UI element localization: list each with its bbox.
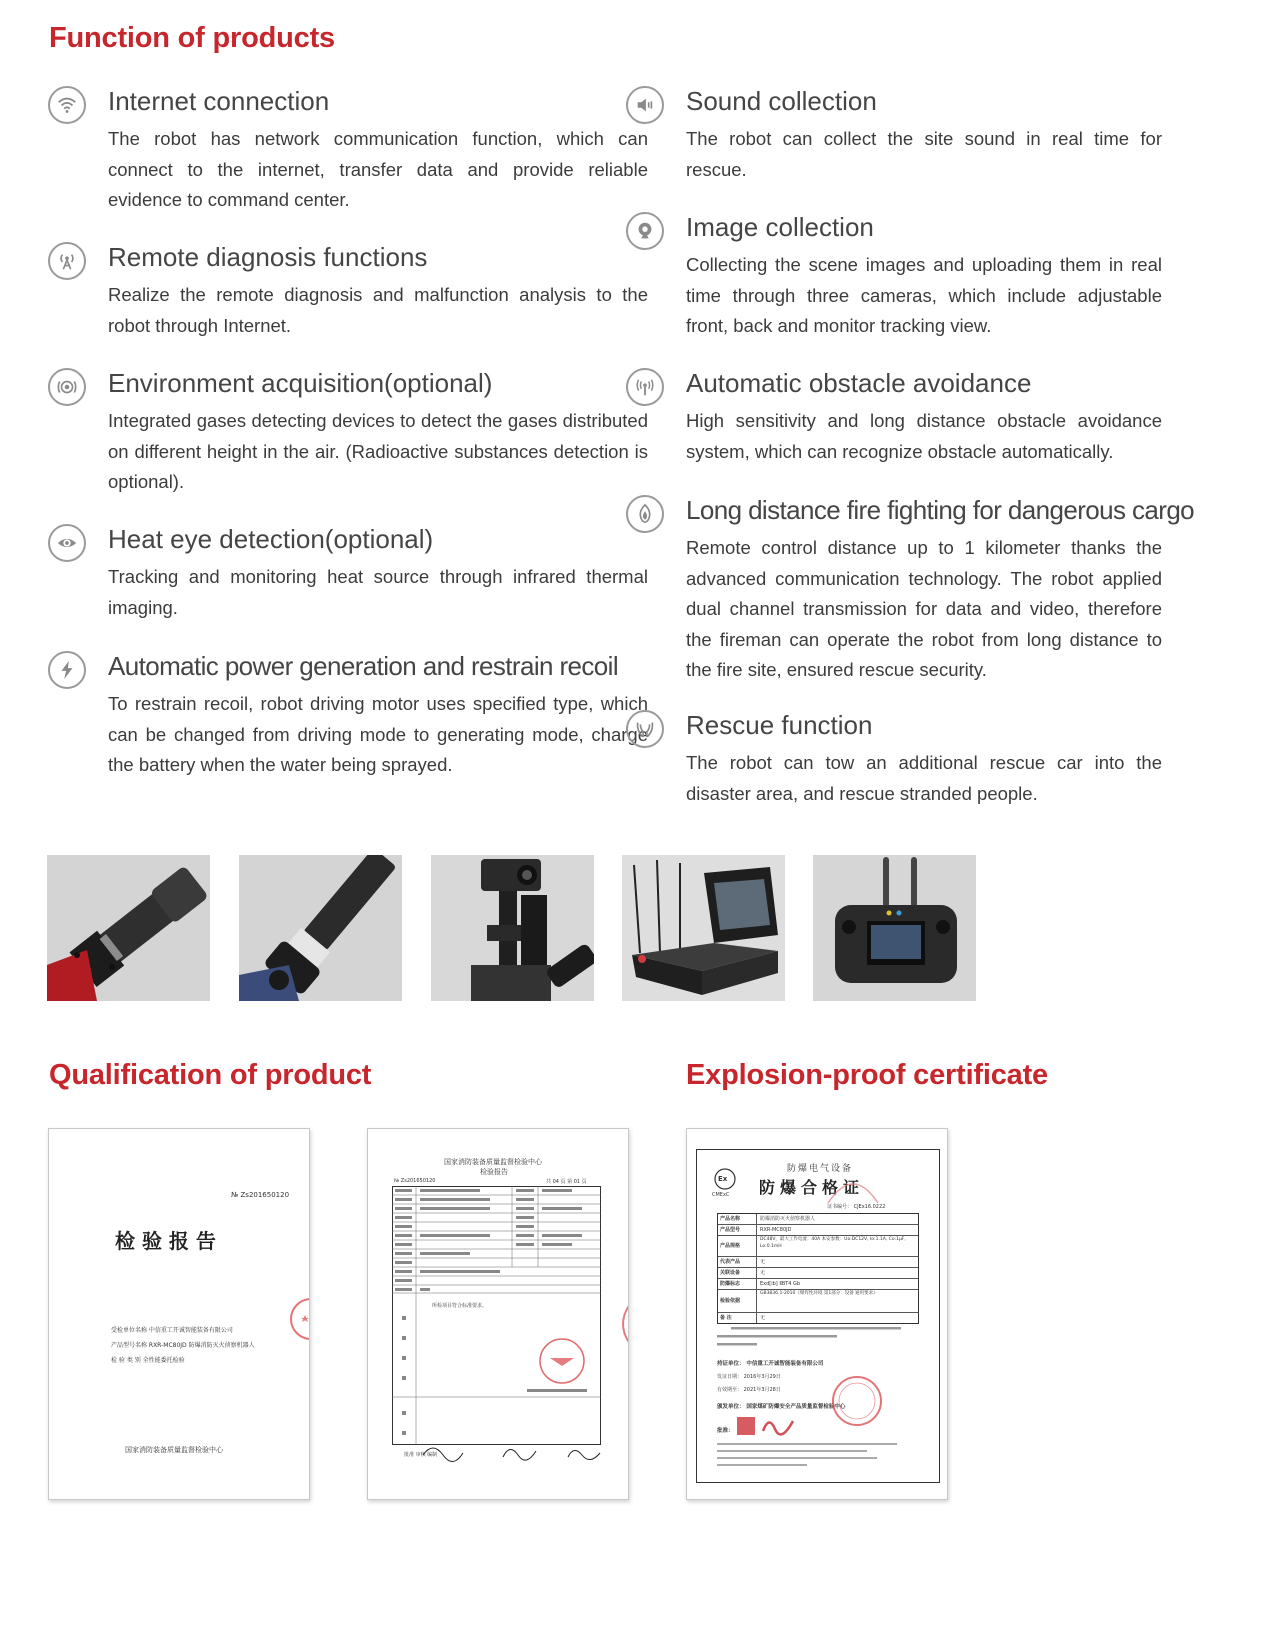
feature-title: Environment acquisition(optional) (108, 368, 493, 398)
cert-row-key: 备 注 (718, 1313, 757, 1323)
cert-row-value: 无 (760, 1270, 766, 1276)
feature-title: Automatic obstacle avoidance (686, 368, 1032, 398)
form-number: № Zs201650120 (394, 1178, 436, 1184)
cert-row (718, 1236, 918, 1257)
cert-row-key: 代表产品 (718, 1257, 757, 1267)
cert-title: 防爆合格证 (759, 1178, 865, 1197)
feature-desc: Integrated gases detecting devices to detect the gases distributed on different height in the air. (Radioactive substances detection is optional). (108, 410, 648, 492)
feature-rescue (686, 708, 1162, 809)
camera-icon (626, 212, 664, 250)
cert-row-value: Exd[ib] ⅡBT4 Gb (760, 1281, 801, 1287)
feature-obstacle-avoidance (686, 366, 1162, 467)
feature-title: Automatic power generation and restrain recoil (108, 651, 619, 681)
cert-signature-stamp (735, 1413, 805, 1439)
cert-applicant: 持证单位： 中信重工开诚智能装备有限公司 (717, 1361, 824, 1367)
cert-row-value: GB3836.1-2010《爆炸性环境 第1部分：设备 通用要求》 (760, 1291, 878, 1296)
antenna-icon (48, 242, 86, 280)
cert-row-value: RXR-MC80JD (760, 1227, 792, 1233)
form-org: 国家消防装备质量监督检验中心 (444, 1158, 542, 1166)
signatures (418, 1441, 608, 1465)
report-title: 检 验 报 告 (115, 1229, 216, 1253)
lightning-icon (48, 651, 86, 689)
feature-title: Remote diagnosis functions (108, 242, 428, 272)
report-number: № Zs201650120 (231, 1191, 290, 1199)
cert-issue-date: 发证日期： 2016年3月29日 (717, 1374, 781, 1380)
form-table (392, 1186, 602, 1446)
feature-desc: The robot can collect the site sound in real time for rescue. (686, 128, 1162, 180)
cert-row-value: 无 (760, 1315, 766, 1321)
cert-row-key: 防爆标志 (718, 1279, 757, 1289)
cert-row-key: 检验依据 (718, 1290, 757, 1312)
side-seal-icon (616, 1299, 629, 1349)
cert-row-key: 关联设备 (718, 1268, 757, 1278)
feature-heat-eye (108, 522, 648, 623)
cert-row-key: 产品名称 (718, 1214, 757, 1224)
cert-approver: 批准： (717, 1428, 734, 1434)
cert-row (718, 1257, 918, 1268)
cert-row-key: 产品型号 (718, 1225, 757, 1235)
photo-remote-controller (813, 855, 976, 1001)
report-line-2: 产品型号名称 RXR-MC80JD 防爆消防灭火侦察机器人 (111, 1342, 255, 1349)
ex-logo-sub: CMExC (712, 1192, 730, 1198)
cert-row-value: 无 (760, 1259, 766, 1265)
cert-row (718, 1225, 918, 1236)
cert-footnote (717, 1441, 917, 1475)
form-signers: 批准 审核 编制 (404, 1452, 438, 1458)
functions-heading: Function of products (49, 22, 335, 54)
hands-icon (626, 710, 664, 748)
ex-logo-text: Ex (718, 1175, 728, 1183)
feature-title: Heat eye detection(optional) (108, 524, 434, 554)
report-footer: 国家消防装备质量监督检验中心 (125, 1446, 223, 1454)
feature-title: Image collection (686, 212, 874, 242)
feature-desc: Collecting the scene images and uploading them in real time through three cameras, which include adjustable front, back and monitor tracking view. (686, 254, 1162, 336)
form-title: 检验报告 (480, 1168, 508, 1176)
photo-nozzle-front (239, 855, 402, 1001)
feature-remote-diagnosis (108, 240, 648, 341)
red-seal-icon (289, 1289, 310, 1349)
cert-number: 证书编号： CJEx16.0222 (827, 1204, 886, 1210)
feature-image-collection (686, 210, 1162, 342)
feature-sound-collection (686, 84, 1162, 185)
photo-control-case (622, 855, 785, 1001)
cert-valid-until: 有效期至： 2021年3月28日 (717, 1387, 781, 1393)
fire-icon (626, 495, 664, 533)
cert-top-stamp (823, 1173, 886, 1210)
feature-title: Internet connection (108, 86, 330, 116)
radar-icon (626, 368, 664, 406)
cert-issuer: 颁发单位： 国家煤矿防爆安全产品质量监督检验中心 (717, 1404, 846, 1410)
feature-desc: The robot can tow an additional rescue car into the disaster area, and rescue stranded people. (686, 752, 1162, 804)
photo-camera-mast (431, 855, 594, 1001)
feature-internet-connection (108, 84, 648, 216)
eye-icon (48, 524, 86, 562)
explosion-heading: Explosion-proof certificate (686, 1059, 1048, 1091)
form-conclusion: 所检项目符合标准要求。 (432, 1303, 488, 1309)
cert-row-key: 产品规格 (718, 1236, 757, 1256)
cert-title-small: 防爆电气设备 (787, 1164, 854, 1174)
report-line-1: 受检单位名称 中信重工开诚智能装备有限公司 (111, 1327, 233, 1334)
feature-desc: To restrain recoil, robot driving motor uses specified type, which can be changed from driving mode to generating mode, charge the battery when the water being sprayed. (108, 693, 648, 775)
feature-long-distance-fire (686, 493, 1195, 686)
inspection-report-form (367, 1128, 629, 1500)
feature-title: Rescue function (686, 710, 873, 740)
cert-row (718, 1279, 918, 1290)
feature-desc: The robot has network communication function, which can connect to the internet, transfer data and provide reliable evidence to command center. (108, 128, 648, 210)
cert-row (718, 1214, 918, 1225)
feature-power-generation (108, 649, 648, 781)
inspection-report-cover (48, 1128, 310, 1500)
form-page: 共 04 页 第 01 页 (546, 1179, 587, 1185)
feature-desc: High sensitivity and long distance obstacle avoidance system, which can recognize obstacle automatically. (686, 410, 1162, 462)
cert-row (718, 1290, 918, 1313)
cert-body-lines (717, 1325, 917, 1355)
feature-title: Long distance fire fighting for dangerous cargo (686, 495, 1195, 525)
feature-desc: Realize the remote diagnosis and malfunction analysis to the robot through Internet. (108, 284, 648, 336)
wifi-icon (48, 86, 86, 124)
feature-desc: Remote control distance up to 1 kilometer thanks the advanced communication technology. The robot applied dual channel transmission for data and video, therefore the fireman can operate the robot from long distance to the fire site, ensured rescue security. (686, 537, 1162, 680)
feature-desc: Tracking and monitoring heat source through infrared thermal imaging. (108, 566, 648, 618)
feature-title: Sound collection (686, 86, 877, 116)
feature-environment-acquisition (108, 366, 648, 498)
report-line-3: 检 验 类 别 全性能委托检验 (111, 1357, 185, 1364)
cert-red-stamp-icon (827, 1371, 887, 1431)
photo-nozzle-side (47, 855, 210, 1001)
speaker-icon (626, 86, 664, 124)
cert-row-value: 防爆消防灭火侦察机器人 (760, 1216, 816, 1222)
sensor-icon (48, 368, 86, 406)
cert-row-value: DC48V，最大工作电流：40A 本安参数：Uo:DC12V, Io:1.1A, Co:1μF, Lo:0.1mH (760, 1237, 906, 1249)
cert-table (717, 1213, 919, 1324)
qualification-heading: Qualification of product (49, 1059, 372, 1091)
cert-row (718, 1268, 918, 1279)
explosion-proof-certificate (686, 1128, 948, 1500)
cert-row (718, 1313, 918, 1323)
